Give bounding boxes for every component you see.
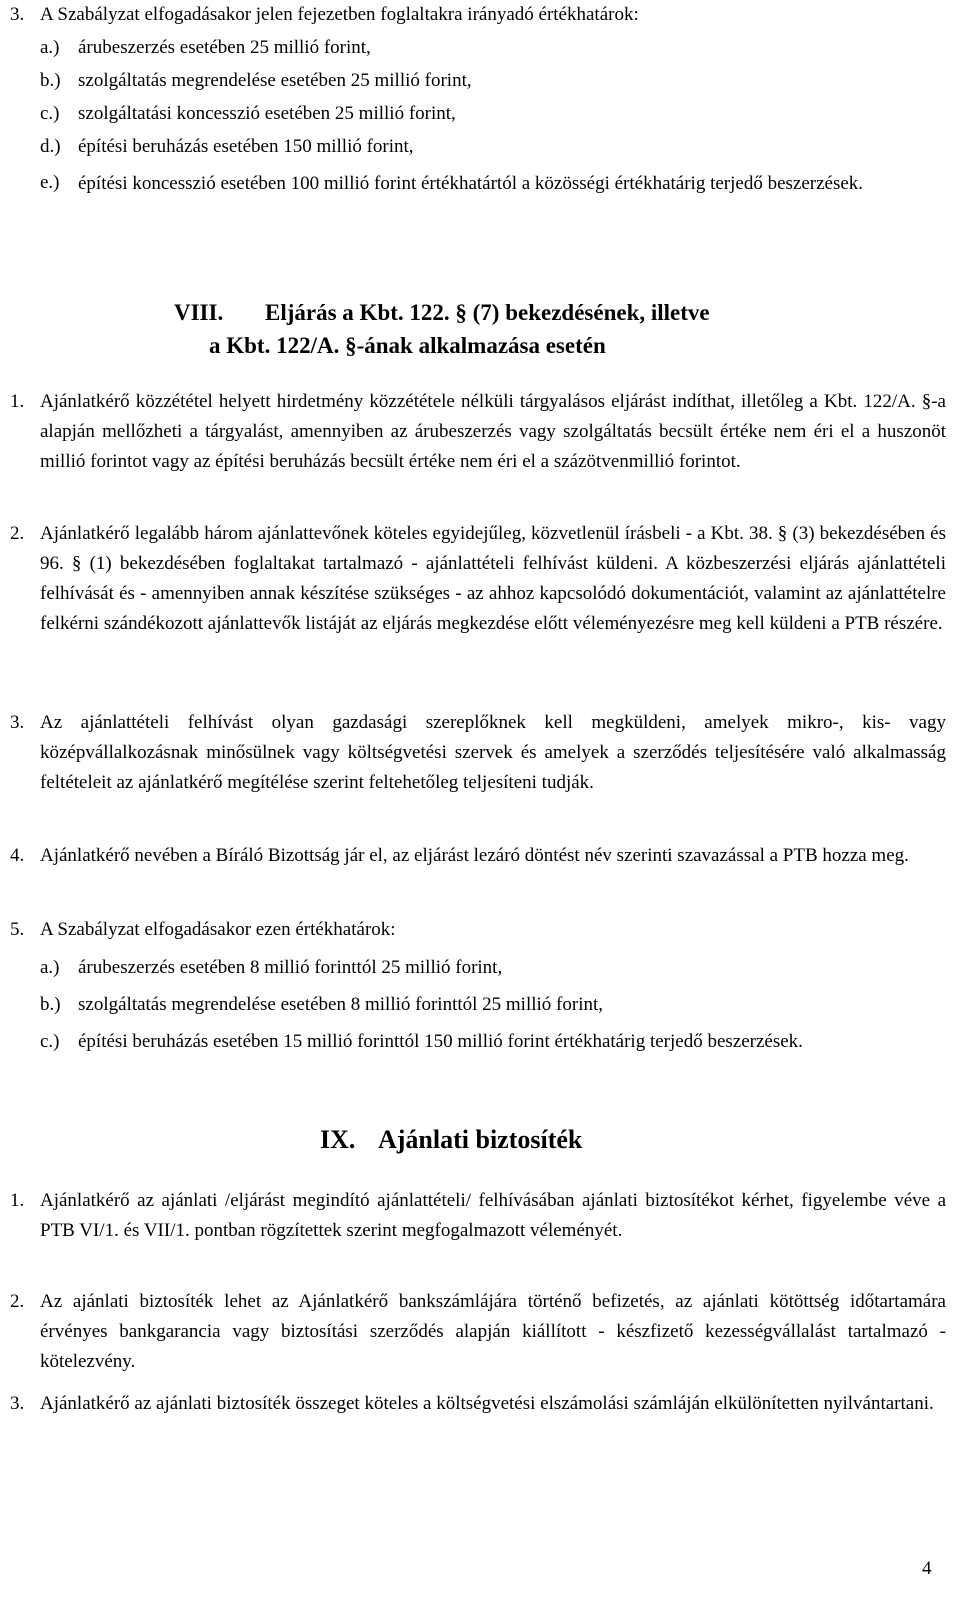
item-text: A Szabályzat elfogadásakor ezen értékhatárok: bbox=[40, 919, 396, 940]
item-number: 1. bbox=[10, 1190, 25, 1211]
sub-item-label: b.) bbox=[40, 70, 61, 91]
item-number: 5. bbox=[10, 919, 25, 940]
item-text: Ajánlatkérő legalább három ajánlattevőnek köteles egyidejűleg, közvetlenül írásbeli - a Kbt. 38. § (3) bekezdésében és 96. § (1) bekezdésében foglaltakat tartalmazó - ajánlattételi felhívást küldeni. A közbeszerzési eljárás ajánlattételi felhívását és - amennyiben annak készítése szükséges - az ahhoz kapcsolódó dokumentációt, valamint az ajánlattételre felkérni szándékozott ajánlattevők listáját az eljárás megkezdése előtt véleményezésre meg kell küldeni a PTB részére. bbox=[40, 523, 946, 634]
sub-item-text: szolgáltatás megrendelése esetében 8 millió forinttól 25 millió forint, bbox=[78, 994, 604, 1015]
section-title-line1: Eljárás a Kbt. 122. § (7) bekezdésének, illetve bbox=[265, 300, 710, 325]
sub-item-text: árubeszerzés esetében 8 millió forinttól 25 millió forint, bbox=[78, 957, 503, 978]
sub-item-label: b.) bbox=[40, 994, 61, 1015]
item-number: 3. bbox=[10, 1393, 25, 1414]
item-number: 2. bbox=[10, 1291, 25, 1312]
sub-item-text: építési beruházás esetében 150 millió forint, bbox=[78, 136, 414, 157]
section-title: Ajánlati biztosíték bbox=[378, 1125, 583, 1154]
item-text: Ajánlatkérő közzététel helyett hirdetmény közzététele nélküli tárgyalásos eljárást indíthat, illetőleg a Kbt. 122/A. §-a alapján mellőzheti a tárgyalást, amennyiben az árubeszerzés vagy szolgáltatás becsült értéke nem éri el a huszonöt millió forintot vagy az építési beruházás becsült értéke nem éri el a százötvenmillió forintot. bbox=[40, 391, 946, 472]
sub-item-label: d.) bbox=[40, 136, 61, 157]
item-number: 3. bbox=[10, 712, 25, 733]
item-text: Az ajánlati biztosíték lehet az Ajánlatkérő bankszámlájára történő befizetés, az ajánlati kötöttség időtartamára érvényes bankgarancia vagy biztosítási szerződés alapján kiállított - készfizető kezességvállalást tartalmazó - kötelezvény. bbox=[40, 1291, 946, 1372]
item-number: 1. bbox=[10, 391, 25, 412]
sub-item-text: szolgáltatás megrendelése esetében 25 millió forint, bbox=[78, 70, 472, 91]
sub-item-label: e.) bbox=[40, 172, 60, 193]
section-roman-numeral: IX. bbox=[320, 1125, 356, 1154]
sub-item-label: c.) bbox=[40, 1031, 60, 1052]
item-text: Ajánlatkérő az ajánlati biztosíték összeget köteles a költségvetési elszámolási számláján elkülönítetten nyilvántartani. bbox=[40, 1393, 934, 1414]
sub-item-label: c.) bbox=[40, 103, 60, 124]
item-text: Ajánlatkérő nevében a Bíráló Bizottság jár el, az eljárást lezáró döntést név szerinti szavazással a PTB hozza meg. bbox=[40, 845, 909, 866]
item-number: 3. bbox=[10, 4, 25, 25]
sub-item-text: szolgáltatási koncesszió esetében 25 millió forint, bbox=[78, 103, 456, 124]
section-title-line2: a Kbt. 122/A. §-ának alkalmazása esetén bbox=[209, 333, 606, 358]
sub-item-label: a.) bbox=[40, 37, 60, 58]
sub-item-label: a.) bbox=[40, 957, 60, 978]
section-roman-numeral: VIII. bbox=[174, 300, 224, 325]
item-text: Ajánlatkérő az ajánlati /eljárást megindító ajánlattételi/ felhívásában ajánlati biztosítékot kérhet, figyelembe véve a PTB VI/1. és VII/1. pontban rögzítettek szerint megfogalmazott véleményét. bbox=[40, 1190, 946, 1241]
sub-item-text: építési koncesszió esetében 100 millió forint értékhatártól a közösségi értékhatárig terjedő beszerzések. bbox=[78, 173, 864, 194]
item-text: Az ajánlattételi felhívást olyan gazdasági szereplőknek kell megküldeni, amelyek mikro-, kis- vagy középvállalkozásnak minősülnek vagy költségvetési szervek és amelyek a szerződés teljesítésére való alkalmasság feltételeit az ajánlatkérő megítélése szerint feltehetőleg teljesíteni tudják. bbox=[40, 712, 946, 793]
sub-item-text: építési beruházás esetében 15 millió forinttól 150 millió forint értékhatárig terjedő beszerzések. bbox=[78, 1031, 803, 1052]
item-number: 4. bbox=[10, 845, 25, 866]
item-text: A Szabályzat elfogadásakor jelen fejezetben foglaltakra irányadó értékhatárok: bbox=[40, 4, 639, 25]
page-number: 4 bbox=[922, 1558, 932, 1579]
sub-item-text: árubeszerzés esetében 25 millió forint, bbox=[78, 37, 371, 58]
item-number: 2. bbox=[10, 523, 25, 544]
